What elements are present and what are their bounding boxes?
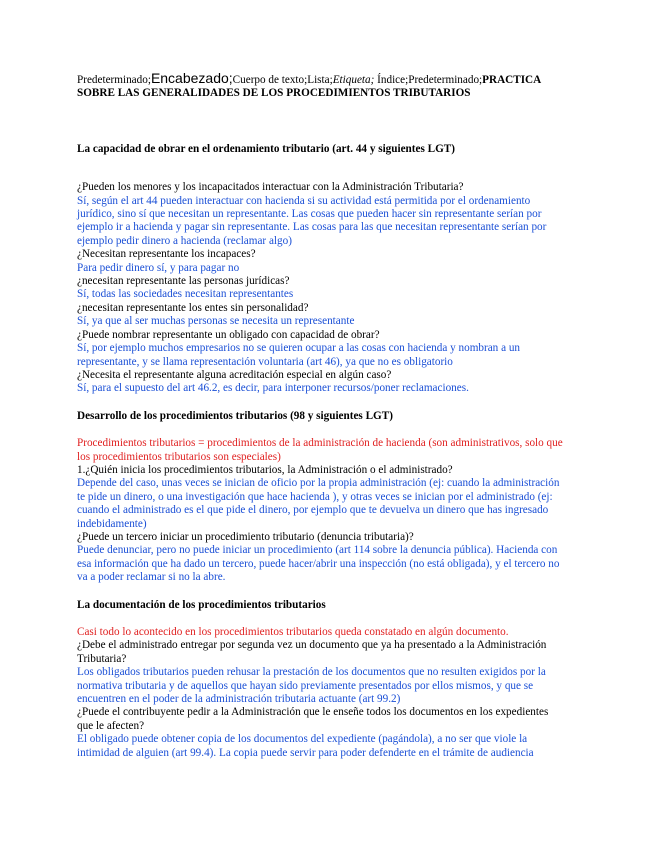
section3-heading: La documentación de los procedimientos tributarios: [77, 598, 326, 611]
section1-heading: La capacidad de obrar en el ordenamiento tributario (art. 44 y siguientes LGT): [77, 142, 455, 155]
answer: Puede denunciar, pero no puede iniciar un procedimiento (art 114 sobre la denuncia pública). Hacienda con esa información que ha dado un tercero, puede hacer/abrir una inspección (no está obligada), y el tercero no va a poder reclamar si no la abre.: [77, 544, 560, 584]
answer: Sí, según el art 44 pueden interactuar con hacienda si su actividad está permitida por el ordenamiento jurídico, sino sí que necesitan un representante. Las cosas que pueden hacer sin representante serían por ejemplo ir a hacienda y pagar sin representante. Las cosas para las que necesitan representante serían por ejemplo pedir dinero a hacienda (reclamar algo): [77, 194, 547, 247]
question: ¿Puede el contribuyente pedir a la Administración que le enseñe todos los documentos en los expedientes que le afecten?: [77, 706, 549, 732]
title-part-1: Predeterminado;: [77, 74, 151, 86]
title-part-5: Índice;Predeterminado;: [374, 74, 483, 86]
section2-intro: Procedimientos tributarios = procedimientos de la administración de hacienda (son administrativos, solo que los procedimientos tributarios son especiales): [77, 437, 563, 463]
answer: Sí, para el supuesto del art 46.2, es decir, para interponer recursos/poner reclamaciones.: [77, 382, 469, 395]
title-part-3: Cuerpo de texto;Lista;: [232, 74, 333, 86]
title-part-6: PRACTICA SOBRE LAS GENERALIDADES DE LOS PROCEDIMIENTOS TRIBUTARIOS: [77, 74, 541, 100]
answer: El obligado puede obtener copia de los documentos del expediente (pagándola), a no ser que viole la intimidad de alguien (art 99.4). La copia puede servir para poder defenderte en el trámite de audiencia: [77, 733, 534, 759]
answer: Sí, ya que al ser muchas personas se necesita un representante: [77, 315, 355, 328]
answer: Para pedir dinero sí, y para pagar no: [77, 261, 240, 274]
section2-heading: Desarrollo de los procedimientos tributarios (98 y siguientes LGT): [77, 409, 393, 422]
title-part-2: Encabezado;: [150, 70, 233, 86]
question: 1.¿Quién inicia los procedimientos tributarios, la Administración o el administrado?: [77, 463, 453, 476]
question: ¿necesitan representante los entes sin personalidad?: [77, 301, 309, 314]
document-page: [77, 72, 567, 760]
question: ¿necesitan representante las personas jurídicas?: [77, 275, 290, 288]
question: ¿Necesita el representante alguna acreditación especial en algún caso?: [77, 368, 392, 381]
answer: Sí, por ejemplo muchos empresarios no se quieren ocupar a las cosas con hacienda y nombran a un representante, y se llama representación voluntaria (art 46), ya que no es obligatorio: [77, 342, 521, 368]
question: ¿Debe el administrado entregar por segunda vez un documento que ya ha presentado a la Administración Tributaria?: [77, 639, 547, 665]
section3-intro: Casi todo lo acontecido en los procedimientos tributarios queda constatado en algún documento.: [77, 626, 509, 638]
answer: Sí, todas las sociedades necesitan representantes: [77, 288, 294, 301]
answer: Los obligados tributarios pueden rehusar la prestación de los documentos que no resulten exigidos por la normativa tributaria y de aquellos que hayan sido previamente presentados por ellos mismos, y que se encuentren en el poder de la administración tributaria actuante (art 99.2): [77, 666, 546, 706]
question: ¿Necesitan representante los incapaces?: [77, 248, 256, 261]
title-part-4: Etiqueta;: [332, 74, 375, 86]
question: ¿Pueden los menores y los incapacitados interactuar con la Administración Tributaria?: [77, 181, 464, 194]
question: ¿Puede un tercero iniciar un procedimiento tributario (denuncia tributaria)?: [77, 530, 414, 543]
question: ¿Puede nombrar representante un obligado con capacidad de obrar?: [77, 328, 380, 341]
document-title: [77, 72, 567, 101]
answer: Depende del caso, unas veces se inician de oficio por la propia administración (ej: cuando la administración te pide un dinero, o una investigación que hace hacienda ), y otras veces se inician por el administrado (ej: cuando el administrado es el que pide el dinero, por ejemplo que te devuelva un dinero que has ingresado indebidamente): [77, 477, 560, 530]
